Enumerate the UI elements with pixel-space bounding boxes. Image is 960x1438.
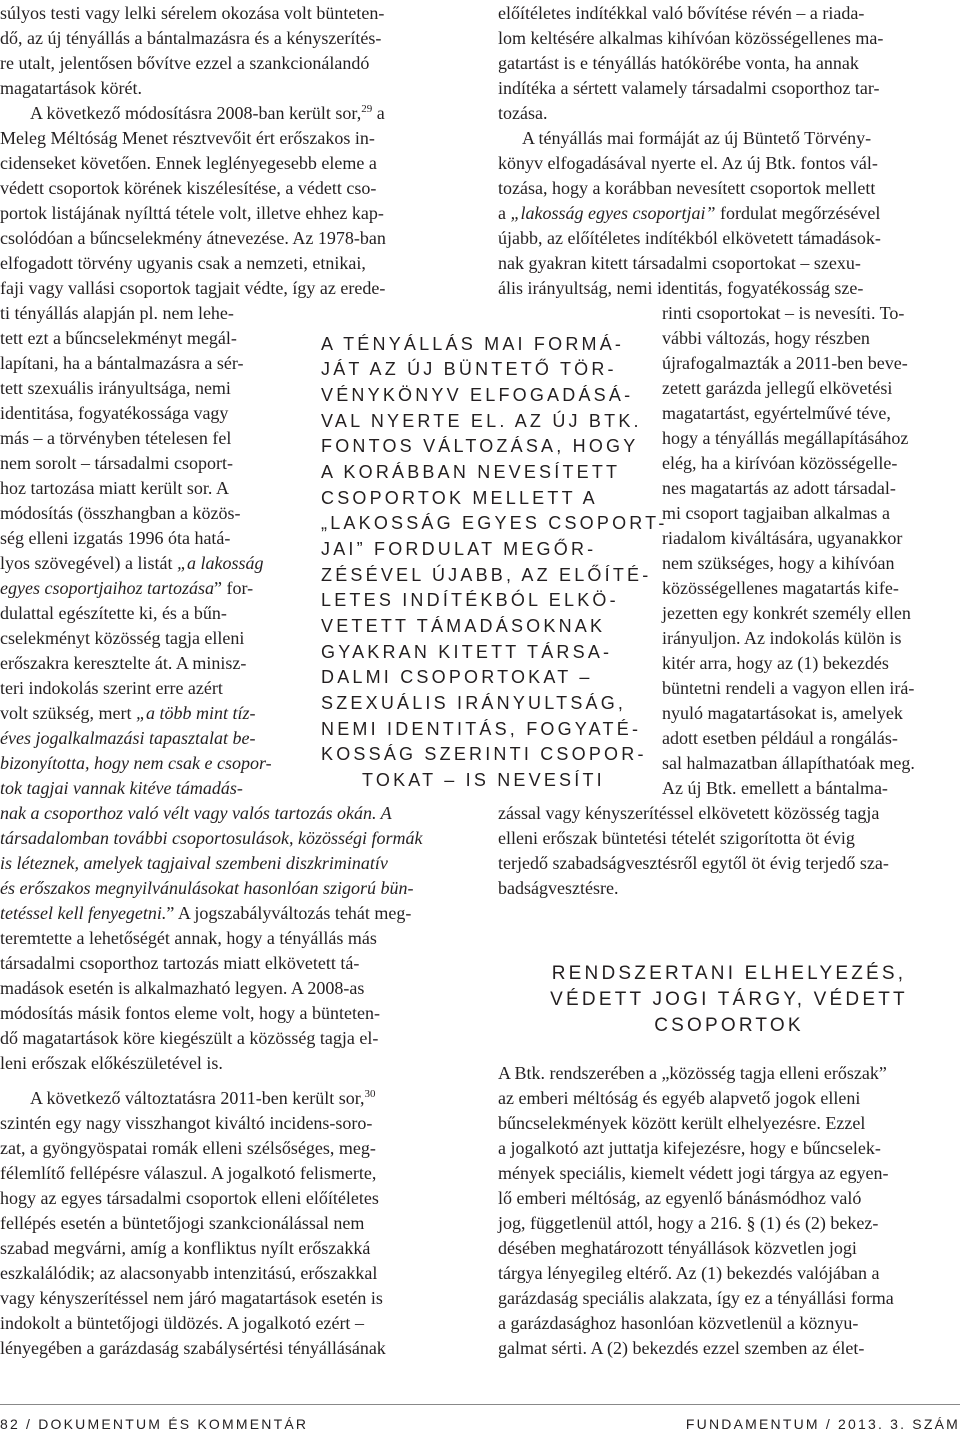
text-line: a garázdasághoz hasonlóan közvetlenül a köznyu- [498,1313,859,1333]
footnote-marker: 30 [364,1088,376,1100]
text-line: nak a csoporthoz való vélt vagy valós tartozás okán. A [0,803,392,823]
pull-quote-line: LETES INDÍTÉKBÓL ELKÖ- [321,590,619,610]
text-line: nes magatartás az adott társadal- [662,478,896,498]
text-line: terjedő szabadságvesztésről egytől öt évig terjedő sza- [498,853,889,873]
text-line: teremtette a lehetőségét annak, hogy a tényállás más [0,928,377,948]
text-fragment: ” for- [214,578,254,598]
text-line [0,576,253,601]
text-line: mi csoport tagjaiban alkalmas a [662,503,890,523]
text-line: erőszakra keresztelte át. A minisz- [0,653,247,673]
text-line: cselekményt közösség tagja elleni [0,628,245,648]
text-line: re utalt, jelentősen bővítve ezzel a szankcionálandó [0,53,370,73]
text-line: fellépés esetén a büntetőjogi szankcionálással nem [0,1213,365,1233]
text-line: hogy a tényállás megállapításához [662,428,909,448]
text-line: újabb, az előítéletes indítékból elkövetett támadások- [498,228,881,248]
heading-line: CSOPORTOK [654,1015,804,1036]
text-line: teri indokolás szerint erre azért [0,678,223,698]
text-line: ális irányultság, nemi identitás, fogyatékosság sze- [498,278,864,298]
text-fragment: a [498,203,506,223]
text-line: elég, ha a kirívóan közösségelle- [662,453,898,473]
pull-quote-line: JAI” FORDULAT MEGŐR- [321,539,597,559]
pull-quote-line: CSOPORTOK MELLETT A [321,488,598,508]
text-line: tozása, hogy a korábban nevesített csoportok mellett [498,178,876,198]
text-line: A tényállás mai formáját az új Büntető Törvény- [522,128,872,148]
footer-left: 82 / DOKUMENTUM ÉS KOMMENTÁR [0,1416,309,1432]
pull-quote-line: DALMI CSOPORTOKAT – [321,667,593,687]
text-line: A következő módosításra 2008-ban került sor,$^{29}$ a [30,103,385,123]
text-line: magatartások körét. [0,78,142,98]
text-fragment: ” A jogszabályváltozás tehát meg- [166,903,412,923]
text-line: galmat sérti. A (2) bekezdés ezzel szemben az élet- [498,1338,865,1358]
heading-line: RENDSZERTANI ELHELYEZÉS, [551,963,907,984]
text-line: és erőszakos megnyilvánulásokat hasonlóan szigorú bün- [0,878,414,898]
text-line: vagy kényszerítéssel nem járó magatartások esetén is [0,1288,383,1308]
text-line: ti tényállás alapján pl. nem lehe- [0,303,234,323]
text-fragment: A következő módosításra 2008-ban került sor, [30,103,362,123]
text-line: portok listájának nyílttá tétele volt, illetve ehhez kap- [0,203,384,223]
text-line: védett csoportok körének kiszélesítése, a védett cso- [0,178,377,198]
text-line: adott esetben például a rongálás- [662,728,898,748]
text-line: ség elleni izgatás 1996 óta hatá- [0,528,231,548]
text-line: nem sorolt – társadalmi csoport- [0,453,233,473]
text-line: nak gyakran kitett társadalmi csoportokat – szexu- [498,253,861,273]
text-line: más – a törvényben tételesen fel [0,428,232,448]
text-line: cidenseket követően. Ennek leglényegesebb eleme a [0,153,377,173]
text-line: dő, az új tényállás a bántalmazásra és a kényszerítés- [0,28,382,48]
text-line: eszkalálódik; az alacsonyabb intenzitású, erőszakkal [0,1263,378,1283]
pull-quote-line: VETETT TÁMADÁSOKNAK [321,616,606,636]
text-line: hogy az egyes társadalmi csoportok elleni előítéletes [0,1188,379,1208]
text-line: sal halmazatban állapíthatóak meg. [662,753,915,773]
pull-quote-line: SZEXUÁLIS IRÁNYULTSÁG, [321,693,627,713]
text-line: magatartást, egyértelművé téve, [662,403,891,423]
text-line: gatartást is e tényállás hatókörébe vonta, ha annak [498,53,859,73]
text-line: módosítás (összhangban a közös- [0,503,241,523]
pull-quote-line: JÁT AZ ÚJ BÜNTETŐ TÖR- [321,359,617,379]
text-line: zetett garázda jellegű elkövetési [662,378,893,398]
text-line: indokolt a büntetőjogi üldözés. A jogalkotó ezért – [0,1313,364,1333]
footnote-marker: 29 [361,103,373,115]
pull-quote-line: A TÉNYÁLLÁS MAI FORMÁ- [321,334,625,354]
text-line: mények speciális, kiemelt védett jogi tárgya az egyen- [498,1163,889,1183]
pull-quote-line: TOKAT – IS NEVESÍTI [362,770,605,790]
text-line: Meleg Méltóság Menet résztvevőit ért erőszakos in- [0,128,375,148]
text-line: társadalmi csoporthoz tartozás miatt elkövetett tá- [0,953,360,973]
pull-quote-line: „LAKOSSÁG EGYES CSOPORT- [321,513,668,533]
text-line: lom keltésére alkalmas kihívóan közösségellenes ma- [498,28,884,48]
text-line: zással vagy kényszerítéssel elkövetett közösség tagja [498,803,880,823]
text-line: vábbi változás, hogy részben [662,328,870,348]
text-line: éves jogalkalmazási tapasztalat be- [0,728,256,748]
text-fragment: volt szükség, mert [0,703,132,723]
text-line: újrafogalmazták a 2011-ben beve- [662,353,908,373]
italic-fragment: „lakosság egyes csoportjai” [510,203,716,223]
text-line: is léteznek, amelyek tagjaival szembeni diszkriminatív [0,853,388,873]
text-line: jog, függetlenül attól, hogy a 216. § (1) és (2) bekez- [498,1213,879,1233]
text-line: könyv elfogadásával nyerte el. Az új Btk. fontos vál- [498,153,878,173]
pull-quote-line: KOSSÁG SZERINTI CSOPOR- [321,744,647,764]
text-line: dő magatartások köre kiegészült a közösség tagja el- [0,1028,379,1048]
text-line [0,701,256,726]
text-line: módosítás másik fontos eleme volt, hogy a bünteten- [0,1003,380,1023]
text-line: félemlítő fellépésre válaszul. A jogalkotó felismerte, [0,1163,377,1183]
text-line: elleni erőszak büntetési tételét szigorította öt évig [498,828,855,848]
text-line: a jogalkotó azt juttatja kifejezésre, hogy e bűncselek- [498,1138,881,1158]
text-line: kitér arra, hogy az (1) bekezdés [662,653,889,673]
italic-fragment: tetéssel kell fenyegetni. [0,903,167,923]
heading-line: VÉDETT JOGI TÁRGY, VÉDETT [550,989,908,1010]
text-line: előítéletes indítékkal való bővítése révén – a riada- [498,3,865,23]
text-line: Az új Btk. emellett a bántalma- [662,778,888,798]
pull-quote-line: NEMI IDENTITÁS, FOGYATÉ- [321,719,642,739]
text-line: zat, a gyöngyöspatai romák elleni szélsőséges, meg- [0,1138,376,1158]
text-line: irányuljon. Az indokolás külön is [662,628,902,648]
text-line: faji vagy vallási csoportok tagjait védte, így az erede- [0,278,386,298]
text-line [498,201,880,226]
text-line: nyuló magatartásokat is, amelyek [662,703,903,723]
pull-quote-line: GYAKRAN KITETT TÁRSA- [321,642,613,662]
text-line: riadalom kiváltására, ugyanakkor [662,528,903,548]
text-line: badságvesztésre. [498,878,619,898]
text-line: jezetten egy konkrét személy ellen [662,603,911,623]
text-line: tozása. [498,103,548,123]
text-line: súlyos testi vagy lelki sérelem okozása volt bünteten- [0,3,385,23]
text-line: hoz tartozása miatt került sor. A [0,478,229,498]
text-fragment: fordulat megőrzésével [715,203,881,223]
text-line: lényegében a garázdaság szabálysértési tényállásának [0,1338,386,1358]
italic-fragment: „a több mint tíz- [135,703,256,723]
footer-rule [0,1404,960,1405]
text-line: az emberi méltóság és egyéb alapvető jogok elleni [498,1088,861,1108]
text-line: társadalomban további csoportosulások, közösségi formák [0,828,423,848]
text-line: bizonyította, hogy nem csak e csopor- [0,753,272,773]
text-line: elfogadott törvény ugyanis csak a nemzeti, etnikai, [0,253,366,273]
pull-quote-line: VAL NYERTE EL. AZ ÚJ BTK. [321,411,642,431]
pull-quote-line: VÉNYKÖNYV ELFOGADÁSÁ- [321,385,634,405]
text-line: nem szükséges, hogy a kihívóan [662,553,895,573]
text-fragment: lyos szövegével) a listát [0,553,173,573]
text-line: szintén egy nagy visszhangot kiváltó incidens-soro- [0,1113,373,1133]
text-line: garázdaság speciális alakzata, így ez a tényállási forma [498,1288,894,1308]
text-line: A Btk. rendszerében a „közösség tagja elleni erőszak” [498,1063,887,1083]
text-line: közösségellenes magatartás kife- [662,578,899,598]
text-line: identitása, fogyatékossága vagy [0,403,229,423]
text-line: lapítani, ha a bántalmazásra a sér- [0,353,244,373]
text-line: szabad megvárni, amíg a konfliktus nyílt erőszakká [0,1238,371,1258]
pull-quote-line: A KORÁBBAN NEVESÍTETT [321,462,621,482]
text-line: tett ezt a bűncselekményt megál- [0,328,237,348]
pull-quote-line: FONTOS VÁLTOZÁSA, HOGY [321,436,639,456]
text-line [0,901,411,926]
text-line: lő emberi méltóság, az egyenlő bánásmódhoz való [498,1188,862,1208]
text-line [30,1086,376,1111]
text-line: indítéka a sértett valamely társadalmi csoporthoz tar- [498,78,880,98]
text-line: madások esetén is alkalmazható legyen. A 2008-as [0,978,365,998]
italic-fragment: „a lakosság [176,553,264,573]
text-line: tok tagjai vannak kitéve támadás- [0,778,243,798]
text-line: leni erőszak előkészületével is. [0,1053,223,1073]
footer-right: FUNDAMENTUM / 2013. 3. SZÁM [685,1416,960,1432]
text-line: tárgya lényegileg eltérő. Az (1) bekezdés valójában a [498,1263,880,1283]
text-line: rinti csoportokat – is nevesíti. To- [662,303,905,323]
text-line: büntetni rendeli a vagyon ellen irá- [662,678,915,698]
text-fragment: A következő változtatásra 2011-ben került sor, [30,1088,365,1108]
italic-fragment: egyes csoportjaihoz tartozása [0,578,214,598]
text-line: tett szexuális irányultsága, nemi [0,378,231,398]
text-line: dulattal egészítette ki, és a bűn- [0,603,227,623]
text-line: bűncselekmények között került elhelyezésre. Ezzel [498,1113,866,1133]
text-line: csolódóan a bűncselekmény átnevezése. Az 1978-ban [0,228,386,248]
text-line: désében meghatározott tényállások közvetlen jogi [498,1238,857,1258]
pull-quote-line: ZÉSÉVEL ÚJABB, AZ ELŐÍTÉ- [321,565,652,585]
text-line [0,551,263,576]
